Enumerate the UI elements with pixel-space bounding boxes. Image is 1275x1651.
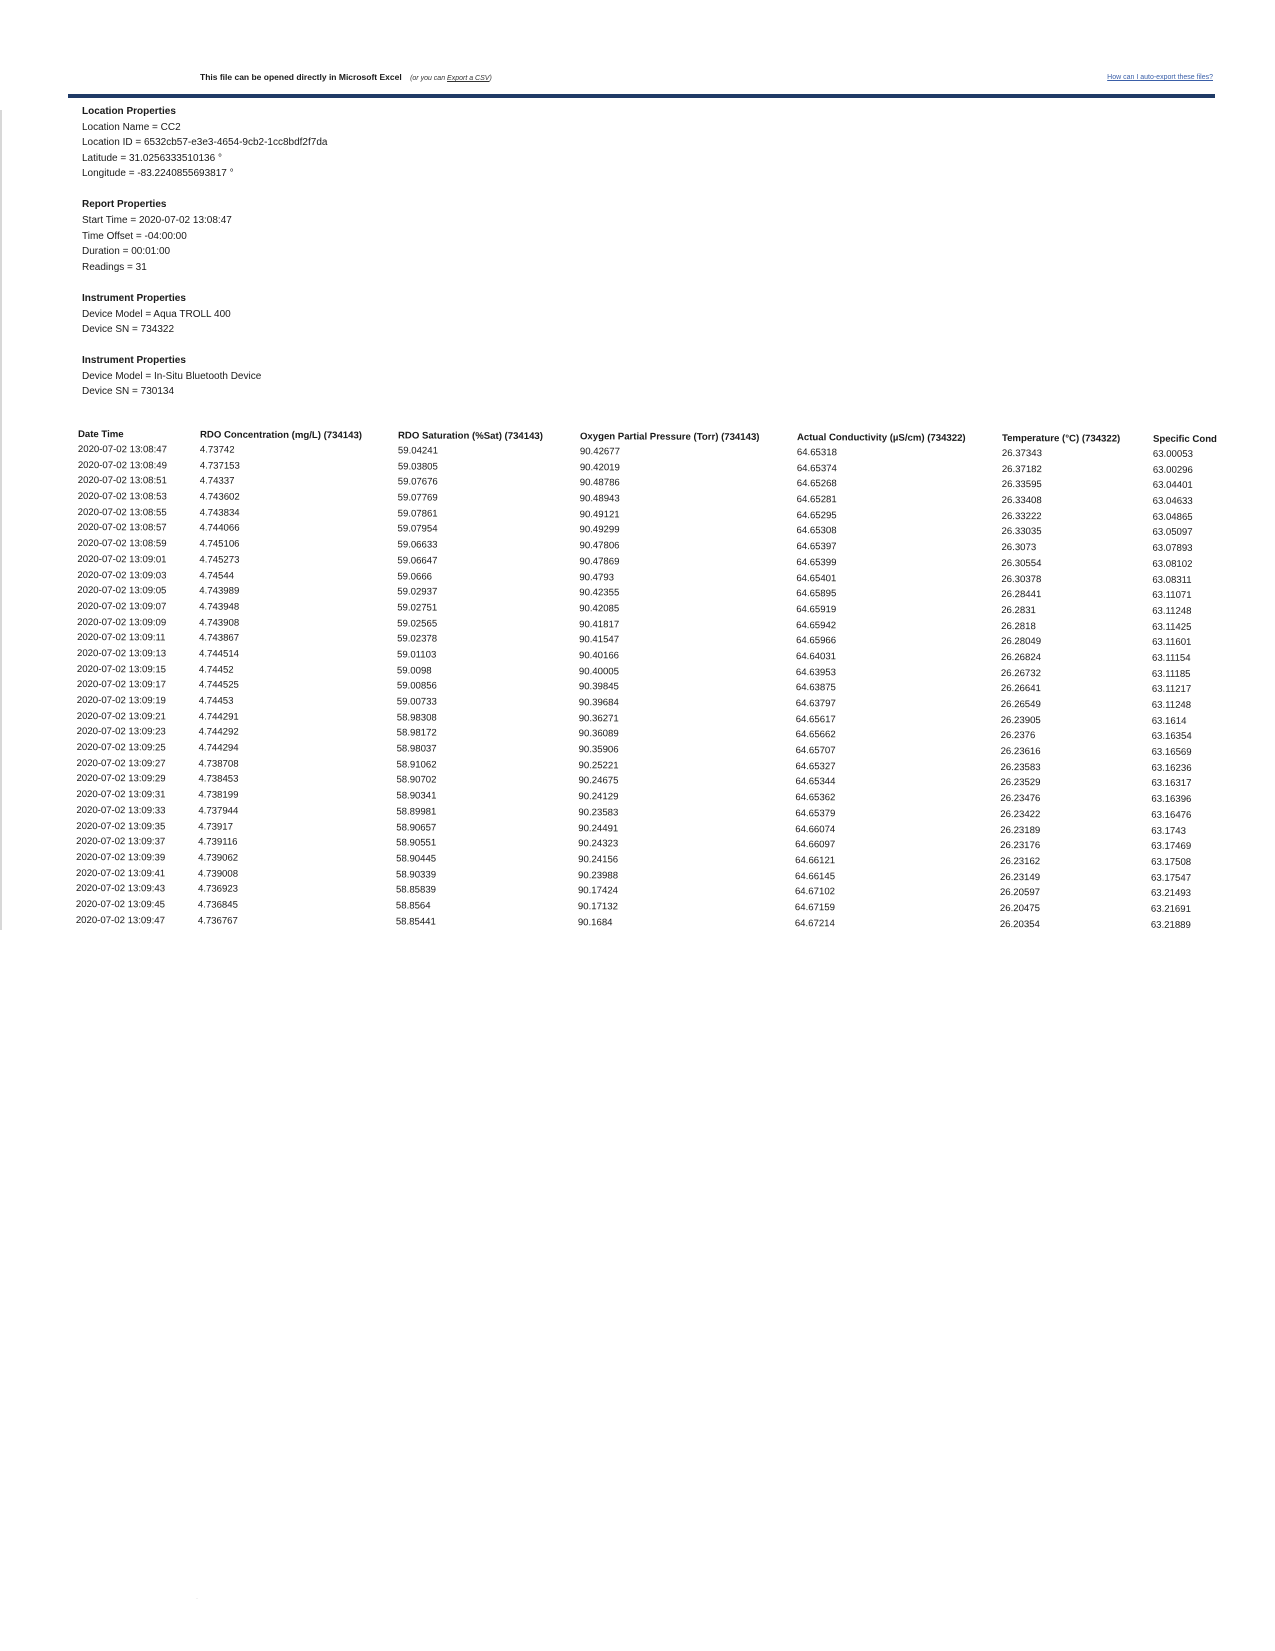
report-properties-title: Report Properties	[82, 199, 167, 211]
device-sn: Device SN = 730134	[82, 386, 175, 398]
instrument-properties-title: Instrument Properties	[82, 292, 186, 304]
table-cell: 63.21889	[1150, 919, 1191, 931]
table-cell: 63.17547	[1151, 872, 1192, 884]
table-cell: 90.23988	[578, 869, 619, 881]
table-cell: 26.33222	[1001, 510, 1042, 522]
table-cell: 90.24491	[578, 822, 619, 834]
table-cell: 64.65966	[796, 635, 837, 647]
table-cell: 64.65344	[795, 776, 836, 788]
device-model: Device Model = Aqua TROLL 400	[82, 308, 231, 320]
table-cell: 59.00856	[396, 680, 437, 692]
table-cell: 90.42355	[579, 587, 620, 599]
table-cell: 26.28049	[1001, 636, 1042, 648]
table-cell: 64.65401	[796, 572, 837, 584]
table-cell: 26.23583	[1000, 761, 1041, 773]
table-cell: 2020-07-02 13:09:21	[76, 710, 166, 723]
table-body	[76, 444, 1243, 935]
table-cell: 64.65327	[795, 760, 836, 773]
table-cell: 4.743908	[199, 617, 240, 629]
table-cell: 26.2831	[1001, 604, 1036, 617]
table-cell: 64.63953	[795, 666, 836, 678]
table-cell: 90.49121	[579, 508, 620, 521]
table-cell: 26.30378	[1001, 573, 1042, 585]
table-cell: 4.736845	[197, 899, 238, 911]
table-cell: 2020-07-02 13:09:47	[75, 914, 165, 927]
table-cell: 63.08102	[1152, 558, 1193, 570]
table-cell: 2020-07-02 13:09:31	[76, 789, 166, 801]
table-cell: 58.8564	[395, 900, 431, 912]
table-cell: 4.744525	[198, 679, 239, 692]
table-cell: 2020-07-02 13:09:17	[76, 679, 166, 691]
excel-note	[200, 72, 492, 82]
table-cell: 59.06647	[397, 555, 438, 567]
column-header: RDO Concentration (mg/L) (734143)	[199, 429, 363, 441]
table-cell: 59.07954	[397, 523, 438, 536]
table-cell: 4.739008	[198, 868, 239, 880]
table-cell: 63.16317	[1151, 778, 1192, 790]
table-cell: 2020-07-02 13:09:19	[76, 694, 166, 707]
table-cell: 4.745106	[199, 538, 240, 550]
table-cell: 2020-07-02 13:09:35	[76, 820, 166, 832]
column-header: Actual Conductivity (µS/cm) (734322)	[796, 431, 966, 444]
table-cell: 2020-07-02 13:09:01	[77, 553, 167, 566]
table-cell: 90.24156	[578, 854, 619, 866]
table-cell: 64.65308	[796, 525, 837, 537]
table-cell: 26.23529	[1000, 777, 1041, 789]
table-cell: 26.20597	[999, 887, 1041, 899]
table-cell: 64.65362	[795, 792, 836, 804]
table-cell: 63.08311	[1152, 574, 1192, 586]
location-name: Location Name = CC2	[82, 121, 181, 133]
table-cell: 2020-07-02 13:09:45	[75, 898, 166, 911]
table-cell: 26.20354	[999, 918, 1040, 930]
table-cell: 64.65919	[796, 604, 837, 616]
table-cell: 58.85441	[395, 916, 436, 928]
table-cell: 64.63797	[795, 698, 836, 710]
table-cell: 58.90445	[396, 853, 437, 865]
table-cell: 90.41817	[579, 618, 620, 630]
table-cell: 64.65374	[796, 462, 837, 474]
table-cell: 26.23422	[1000, 808, 1041, 821]
instrument-properties-1	[82, 291, 327, 338]
table-cell: 2020-07-02 13:09:09	[77, 616, 167, 628]
table-cell: 2020-07-02 13:09:29	[76, 773, 166, 785]
table-cell: 2020-07-02 13:08:47	[77, 443, 168, 456]
longitude: Longitude = -83.2240855693817 °	[82, 168, 234, 180]
table-cell: 4.737944	[198, 805, 239, 817]
table-cell: 59.07861	[397, 508, 438, 520]
table-cell: 26.2376	[1000, 730, 1036, 742]
table-cell: 58.85839	[395, 884, 437, 896]
table-cell: 4.74453	[198, 695, 234, 707]
table-cell: 59.02565	[397, 617, 438, 630]
table-cell: 26.23476	[1000, 793, 1041, 805]
export-banner	[0, 0, 1275, 100]
table-cell: 26.23616	[1000, 746, 1041, 758]
table-cell: 58.98172	[396, 727, 437, 739]
table-cell: 2020-07-02 13:08:53	[77, 491, 167, 503]
table-cell: 4.743602	[199, 491, 240, 503]
table-cell: 63.16569	[1151, 746, 1192, 758]
table-cell: 59.02378	[397, 633, 438, 645]
table-cell: 64.65379	[795, 807, 836, 820]
table-cell: 4.73742	[199, 444, 235, 456]
table-cell: 26.23905	[1000, 714, 1041, 726]
table-cell: 58.98308	[396, 712, 437, 724]
table-cell: 64.67159	[794, 902, 835, 914]
instrument-properties-2	[82, 353, 327, 400]
table-cell: 63.11248	[1151, 699, 1192, 711]
location-properties	[82, 104, 327, 182]
table-cell: 64.67214	[794, 917, 835, 929]
table-cell: 63.00296	[1152, 464, 1193, 476]
table-cell: 63.11071	[1152, 589, 1192, 602]
table-cell: 64.65617	[795, 713, 836, 725]
properties-section	[82, 104, 327, 416]
table-cell: 26.26641	[1000, 683, 1041, 695]
table-cell: 2020-07-02 13:09:39	[76, 851, 166, 864]
table-cell: 90.25221	[578, 759, 619, 772]
table-cell: 4.74544	[199, 570, 235, 582]
table-cell: 4.74337	[199, 475, 235, 488]
table-cell: 2020-07-02 13:09:05	[77, 585, 167, 597]
table-cell: 59.07769	[397, 492, 438, 504]
export-csv-link[interactable]: Export a CSV	[447, 75, 490, 82]
table-cell: 4.743834	[199, 507, 240, 519]
table-cell: 64.65662	[795, 729, 836, 741]
excel-note-text: This file can be opened directly in Microsoft Excel	[200, 72, 402, 82]
table-cell: 2020-07-02 13:09:07	[77, 600, 167, 613]
column-header: Oxygen Partial Pressure (Torr) (734143)	[579, 430, 760, 443]
table-cell: 90.23583	[578, 806, 619, 819]
table-cell: 59.06633	[397, 539, 438, 551]
table-cell: 59.02751	[397, 602, 438, 614]
table-cell: 26.3073	[1001, 542, 1037, 554]
table-cell: 2020-07-02 13:09:27	[76, 757, 166, 770]
table-cell: 64.65318	[796, 447, 837, 459]
table-cell: 26.23162	[1000, 855, 1041, 868]
report-properties	[82, 197, 327, 275]
table-cell: 4.743989	[199, 585, 240, 597]
location-properties-title: Location Properties	[82, 106, 176, 117]
table-cell: 59.03805	[397, 461, 438, 473]
table-cell: 64.65281	[796, 494, 837, 506]
table-cell: 90.35906	[578, 744, 619, 756]
table-cell: 90.48786	[579, 477, 620, 489]
table-cell: 4.743867	[199, 632, 240, 644]
table-cell: 90.24675	[578, 775, 619, 787]
table-cell: 64.66145	[795, 870, 836, 882]
table-cell: 63.04865	[1152, 511, 1193, 523]
table-cell: 63.11217	[1151, 684, 1192, 696]
table-cell: 63.11185	[1151, 668, 1191, 680]
table-cell: 59.0666	[397, 570, 433, 583]
table-cell: 4.743948	[199, 601, 240, 613]
table-cell: 63.11601	[1152, 636, 1192, 649]
table-cell: 4.736767	[197, 915, 238, 927]
table-cell: 26.26732	[1000, 667, 1041, 679]
table-cell: 58.90341	[396, 790, 437, 802]
table-cell: 63.16476	[1151, 809, 1192, 821]
table-cell: 90.17424	[577, 885, 619, 897]
table-cell: 26.23149	[1000, 871, 1041, 883]
table-cell: 58.90702	[396, 774, 437, 787]
table-cell: 90.40005	[578, 665, 619, 677]
table-cell: 64.65397	[796, 541, 837, 553]
readings-table	[76, 428, 1243, 935]
table-cell: 59.00733	[396, 696, 437, 708]
page-edge-shadow	[0, 110, 2, 930]
table-cell: 4.739062	[198, 852, 239, 864]
table-cell: 26.23176	[1000, 840, 1041, 852]
table-cell: 90.47806	[579, 540, 620, 552]
table-cell: 90.41547	[579, 634, 620, 646]
table-cell: 90.39684	[578, 697, 619, 709]
table-cell: 64.66097	[795, 839, 836, 851]
table-cell: 90.39845	[578, 681, 619, 693]
table-cell: 63.07893	[1152, 542, 1193, 554]
table-cell: 64.63875	[795, 682, 836, 694]
table-cell: 64.65707	[795, 745, 836, 757]
table-cell: 63.1743	[1151, 825, 1186, 837]
table-cell: 90.48943	[579, 493, 620, 505]
table-cell: 59.07676	[397, 476, 438, 488]
table-cell: 59.02937	[397, 586, 438, 598]
table-cell: 4.744294	[198, 742, 239, 754]
table-cell: 4.737153	[199, 460, 240, 472]
table-cell: 63.11248	[1152, 605, 1192, 617]
table-cell: 4.744291	[198, 711, 239, 723]
table-cell: 63.00053	[1152, 448, 1193, 460]
table-cell: 2020-07-02 13:08:55	[77, 506, 167, 519]
table-cell: 63.1614	[1151, 715, 1187, 727]
table-cell: 26.33595	[1001, 479, 1042, 491]
column-header: RDO Saturation (%Sat) (734143)	[397, 429, 544, 442]
table-cell: 90.24323	[578, 838, 619, 850]
latitude: Latitude = 31.0256333510136 °	[82, 152, 222, 164]
table-cell: 63.11154	[1151, 652, 1191, 664]
table-cell: 4.745273	[199, 554, 240, 566]
table-cell: 58.91062	[396, 759, 437, 771]
table-cell: 4.744514	[198, 648, 240, 660]
device-model: Device Model = In-Situ Bluetooth Device	[82, 370, 262, 382]
header-divider	[68, 94, 1215, 98]
table-cell: 26.26824	[1000, 651, 1042, 664]
table-cell: 4.73917	[198, 821, 233, 833]
table-cell: 63.21493	[1150, 887, 1192, 900]
location-id: Location ID = 6532cb57-e3e3-4654-9cb2-1cc8bdf2f7da	[82, 137, 328, 149]
table-cell: 4.738708	[198, 758, 239, 770]
table-cell: 90.24129	[578, 791, 619, 803]
csv-note: (or you can Export a CSV)	[410, 75, 492, 82]
table-cell: 58.90339	[396, 868, 437, 881]
table-cell: 64.65942	[796, 619, 837, 631]
readings: Readings = 31	[82, 261, 147, 273]
table-cell: 90.40166	[578, 650, 620, 662]
table-cell: 59.01103	[396, 649, 437, 661]
table-cell: 64.65268	[796, 478, 837, 490]
table-cell: 2020-07-02 13:09:23	[76, 726, 166, 738]
table-cell: 63.17469	[1151, 840, 1192, 853]
table-cell: 2020-07-02 13:09:43	[75, 883, 166, 895]
table-cell: 26.37182	[1001, 463, 1042, 475]
table-cell: 59.0098	[396, 665, 432, 677]
instrument-properties-title: Instrument Properties	[82, 355, 186, 367]
table-cell: 90.42019	[579, 461, 620, 474]
table-cell: 63.16396	[1151, 793, 1192, 805]
table-cell: 64.66121	[795, 855, 836, 867]
table-cell: 63.04633	[1152, 495, 1193, 507]
table-cell: 90.36089	[578, 728, 619, 740]
time-offset: Time Offset = -04:00:00	[82, 230, 187, 242]
table-cell: 63.05097	[1152, 527, 1193, 539]
table-cell: 4.74452	[198, 664, 234, 676]
table-cell: 58.90657	[396, 821, 437, 834]
table-cell: 4.738199	[198, 789, 239, 801]
table-cell: 4.744066	[199, 522, 240, 535]
table-cell: 90.17132	[577, 901, 618, 913]
table-cell: 64.64031	[795, 651, 837, 663]
table-cell: 63.16354	[1151, 731, 1192, 743]
table-cell: 2020-07-02 13:09:33	[76, 804, 166, 817]
table-cell: 90.47869	[579, 556, 620, 568]
table-cell: 64.66074	[795, 823, 836, 835]
table-cell: 4.744292	[198, 726, 239, 739]
table-cell: 26.2818	[1001, 620, 1036, 632]
table-cell: 2020-07-02 13:09:25	[76, 742, 166, 754]
table-cell: 63.11425	[1152, 621, 1192, 633]
column-header: Specific Cond	[1152, 433, 1217, 445]
table-cell: 26.33035	[1001, 526, 1042, 538]
table-cell: 63.16236	[1151, 762, 1192, 774]
table-cell: 90.49299	[579, 524, 620, 536]
table-cell: 90.1684	[577, 916, 613, 928]
table-cell: 26.26549	[1000, 699, 1041, 711]
table-cell: 26.30554	[1001, 557, 1042, 570]
table-cell: 2020-07-02 13:09:15	[76, 663, 167, 676]
table-cell: 2020-07-02 13:08:57	[77, 522, 167, 534]
table-cell: 4.738453	[198, 773, 239, 786]
table-cell: 4.739116	[198, 836, 238, 848]
table-cell: 26.33408	[1001, 495, 1042, 507]
device-sn: Device SN = 734322	[82, 324, 175, 336]
table-cell: 90.36271	[578, 712, 619, 725]
column-header: Date Time	[77, 428, 124, 440]
table-cell: 4.736923	[197, 883, 239, 895]
table-cell: 64.67102	[794, 886, 836, 898]
table-cell: 58.98037	[396, 743, 437, 755]
table-cell: 2020-07-02 13:09:41	[76, 867, 166, 879]
table-cell: 2020-07-02 13:09:37	[76, 836, 166, 848]
table-cell: 26.28441	[1001, 589, 1042, 601]
table-cell: 26.20475	[999, 902, 1040, 915]
table-cell: 90.42085	[579, 603, 620, 615]
table-cell: 2020-07-02 13:08:51	[77, 475, 167, 487]
table-cell: 2020-07-02 13:09:13	[76, 647, 167, 660]
table-cell: 63.21691	[1150, 903, 1191, 915]
table-cell: 63.04401	[1152, 480, 1193, 492]
scan-speck: ·	[196, 1596, 198, 1602]
table-cell: 2020-07-02 13:09:11	[77, 632, 166, 644]
table-cell: 64.65295	[796, 509, 837, 522]
table-cell: 59.04241	[397, 445, 438, 457]
table-cell: 2020-07-02 13:09:03	[77, 569, 167, 581]
table-cell: 64.65399	[796, 556, 837, 569]
table-cell: 58.90551	[396, 837, 437, 849]
duration: Duration = 00:01:00	[82, 246, 171, 258]
start-time: Start Time = 2020-07-02 13:08:47	[82, 215, 232, 227]
table-cell: 26.37343	[1001, 448, 1042, 460]
table-cell: 2020-07-02 13:08:49	[77, 459, 167, 472]
auto-export-help-link[interactable]: How can I auto-export these files?	[1107, 74, 1213, 81]
table-cell: 63.17508	[1151, 856, 1192, 868]
table-cell: 58.89981	[396, 806, 437, 818]
column-header: Temperature (°C) (734322)	[1001, 432, 1121, 445]
table-cell: 64.65895	[796, 588, 837, 600]
table-cell: 90.42677	[579, 446, 620, 458]
table-cell: 2020-07-02 13:08:59	[77, 538, 167, 550]
table-cell: 26.23189	[1000, 824, 1041, 836]
table-cell: 90.4793	[579, 571, 615, 583]
